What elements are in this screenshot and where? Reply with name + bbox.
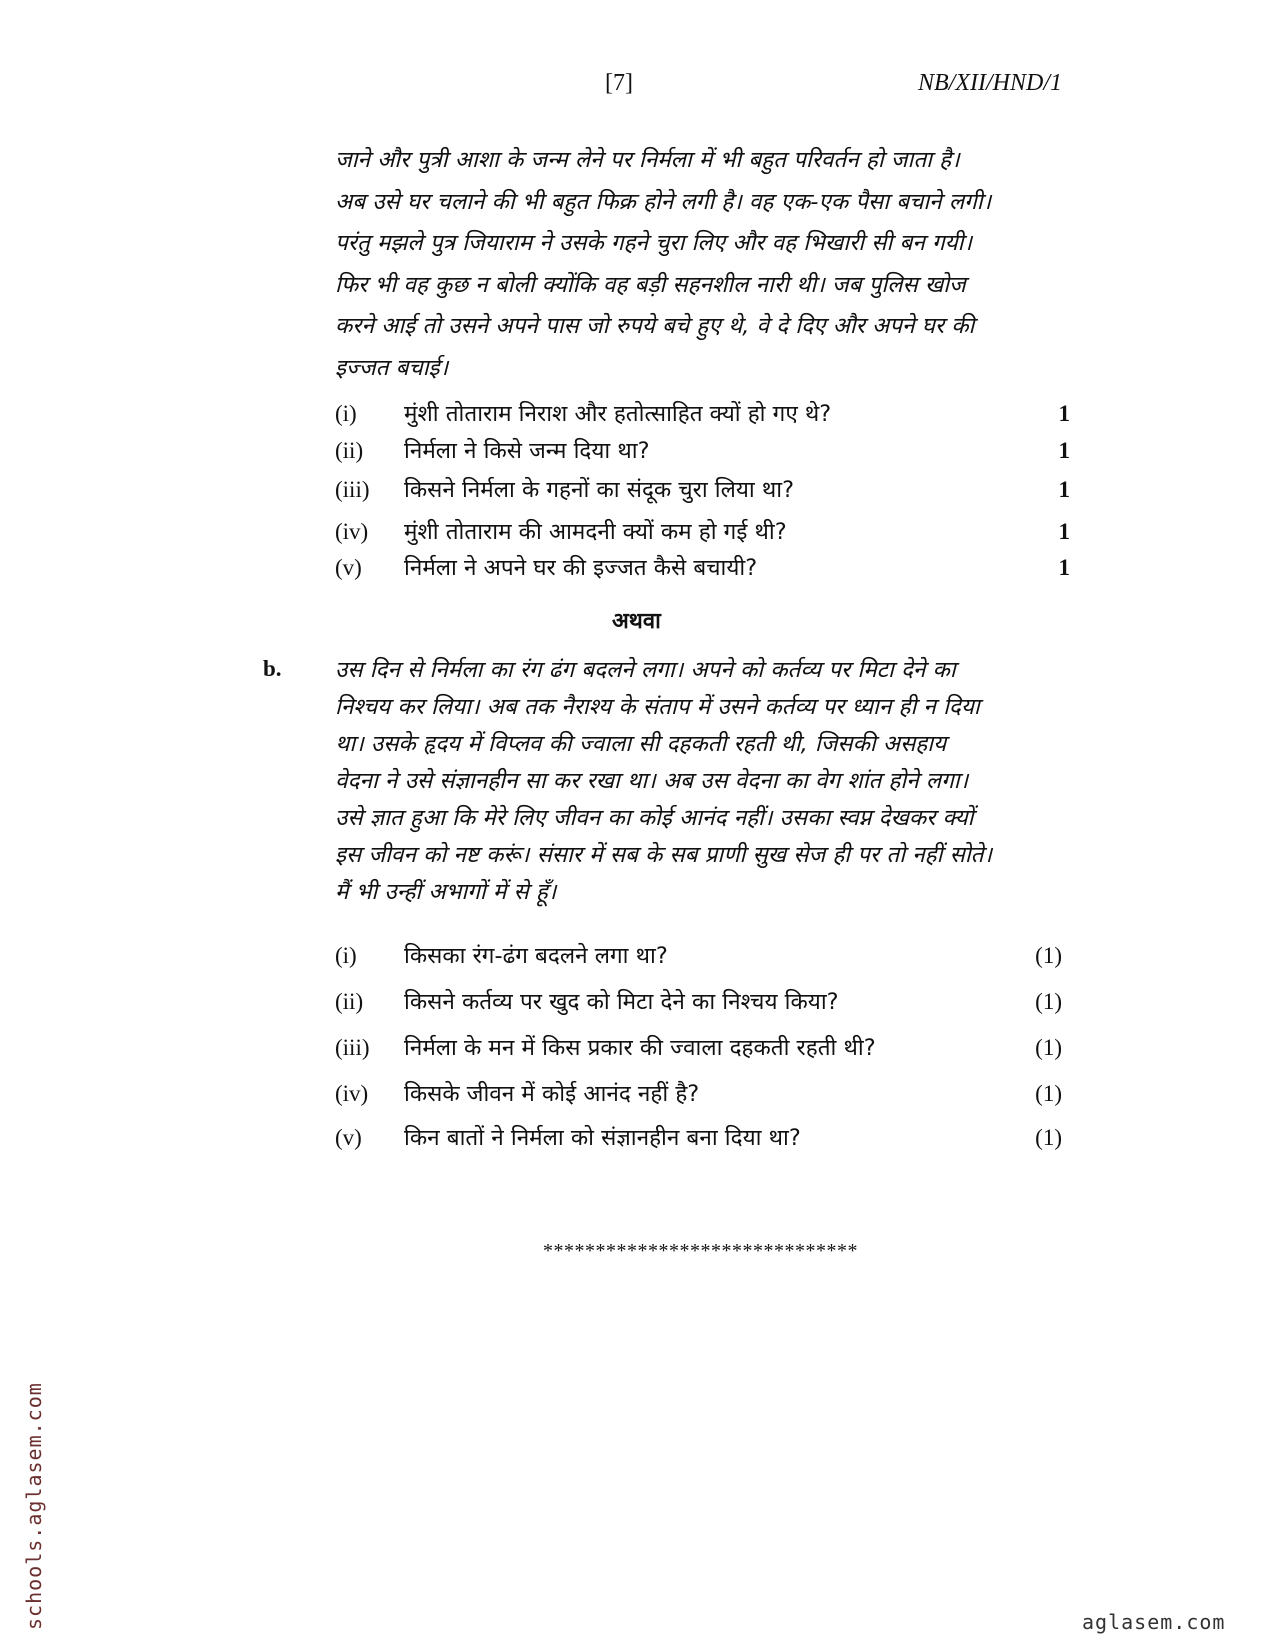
watermark-vertical: schools.aglasem.com [22, 1382, 46, 1630]
question-marks: 1 [1058, 555, 1070, 580]
passage-line: परंतु मझले पुत्र जियाराम ने उसके गहने चुरा लिए और वह भिखारी सी बन गयी। [335, 230, 973, 256]
passage-line: फिर भी वह कुछ न बोली क्योंकि वह बड़ी सहनशील नारी थी। जब पुलिस खोज [335, 271, 966, 298]
page-number: [7] [605, 70, 633, 96]
paper-code: NB/XII/HND/1 [918, 70, 1062, 96]
question-item [335, 514, 1075, 550]
end-marker: ****************************** [543, 1240, 858, 1262]
question-text: किसने निर्मला के गहनों का संदूक चुरा लिया था? [404, 477, 795, 503]
watermark-bottom: aglasem.com [1082, 1610, 1226, 1634]
question-number: (iii) [335, 477, 370, 502]
question-marks: 1 [1058, 438, 1070, 463]
passage-line: इस जीवन को नष्ट करूं। संसार में सब के सब प्राणी सुख सेज ही पर तो नहीं सोते। [335, 842, 992, 868]
section-b-label: b. [263, 656, 282, 681]
question-number: (ii) [335, 438, 364, 463]
question-item [335, 1120, 1075, 1156]
question-marks: 1 [1058, 519, 1070, 544]
question-number: (ii) [335, 989, 364, 1014]
passage-line: वेदना ने उसे संज्ञानहीन सा कर रखा था। अब उस वेदना का वेग शांत होने लगा। [335, 768, 969, 794]
passage-line: निश्चय कर लिया। अब तक नैराश्य के संताप में उसने कर्तव्य पर ध्यान ही न दिया [335, 694, 980, 720]
question-text: निर्मला के मन में किस प्रकार की ज्वाला दहकती रहती थी? [404, 1035, 876, 1061]
question-item [335, 938, 1075, 974]
question-item [335, 1030, 1075, 1066]
passage-line: जाने और पुत्री आशा के जन्म लेने पर निर्मला में भी बहुत परिवर्तन हो जाता है। [335, 147, 960, 173]
question-marks: (1) [1035, 1125, 1062, 1150]
question-number: (i) [335, 401, 357, 426]
passage-line: था। उसके हृदय में विप्लव की ज्वाला सी दहकती रहती थी, जिसकी असहाय [335, 731, 947, 757]
question-marks: (1) [1035, 943, 1062, 968]
question-text: किसने कर्तव्य पर खुद को मिटा देने का निश्चय किया? [404, 989, 839, 1015]
passage-line: करने आई तो उसने अपने पास जो रुपये बचे हुए थे, वे दे दिए और अपने घर की [335, 313, 975, 339]
question-item [335, 1076, 1075, 1112]
passage-line: इज्जत बचाई। [335, 354, 449, 381]
question-item [335, 984, 1075, 1020]
question-text: किन बातों ने निर्मला को संज्ञानहीन बना दिया था? [404, 1125, 801, 1151]
question-item [335, 396, 1075, 432]
passage-b [335, 652, 1095, 911]
question-text: मुंशी तोताराम निराश और हतोत्साहित क्यों हो गए थे? [404, 401, 832, 427]
passage-line: मैं भी उन्हीं अभागों में से हूँ। [335, 879, 557, 905]
question-text: किसके जीवन में कोई आनंद नहीं है? [404, 1081, 700, 1107]
question-number: (iv) [335, 1081, 369, 1106]
or-heading: अथवा [612, 609, 661, 634]
question-text: निर्मला ने किसे जन्म दिया था? [404, 438, 650, 464]
passage-line: अब उसे घर चलाने की भी बहुत फिक्र होने लगी है। वह एक-एक पैसा बचाने लगी। [335, 188, 992, 215]
question-text: मुंशी तोताराम की आमदनी क्यों कम हो गई थी? [404, 519, 787, 545]
passage-line: उसे ज्ञात हुआ कि मेरे लिए जीवन का कोई आनंद नहीं। उसका स्वप्न देखकर क्यों [335, 805, 974, 831]
question-marks: (1) [1035, 1081, 1062, 1106]
question-marks: (1) [1035, 989, 1062, 1014]
question-marks: 1 [1058, 401, 1070, 426]
question-item [335, 550, 1075, 586]
question-item [335, 433, 1075, 469]
question-number: (iv) [335, 519, 369, 544]
question-number: (i) [335, 943, 357, 968]
question-text: किसका रंग-ढंग बदलने लगा था? [404, 943, 668, 969]
question-number: (v) [335, 555, 362, 580]
question-text: निर्मला ने अपने घर की इज्जत कैसे बचायी? [404, 555, 758, 581]
question-item [335, 472, 1075, 508]
question-number: (v) [335, 1125, 362, 1150]
question-marks: 1 [1058, 477, 1070, 502]
question-marks: (1) [1035, 1035, 1062, 1060]
passage-a [335, 140, 1095, 389]
passage-line: उस दिन से निर्मला का रंग ढंग बदलने लगा। अपने को कर्तव्य पर मिटा देने का [335, 657, 956, 683]
question-number: (iii) [335, 1035, 370, 1060]
